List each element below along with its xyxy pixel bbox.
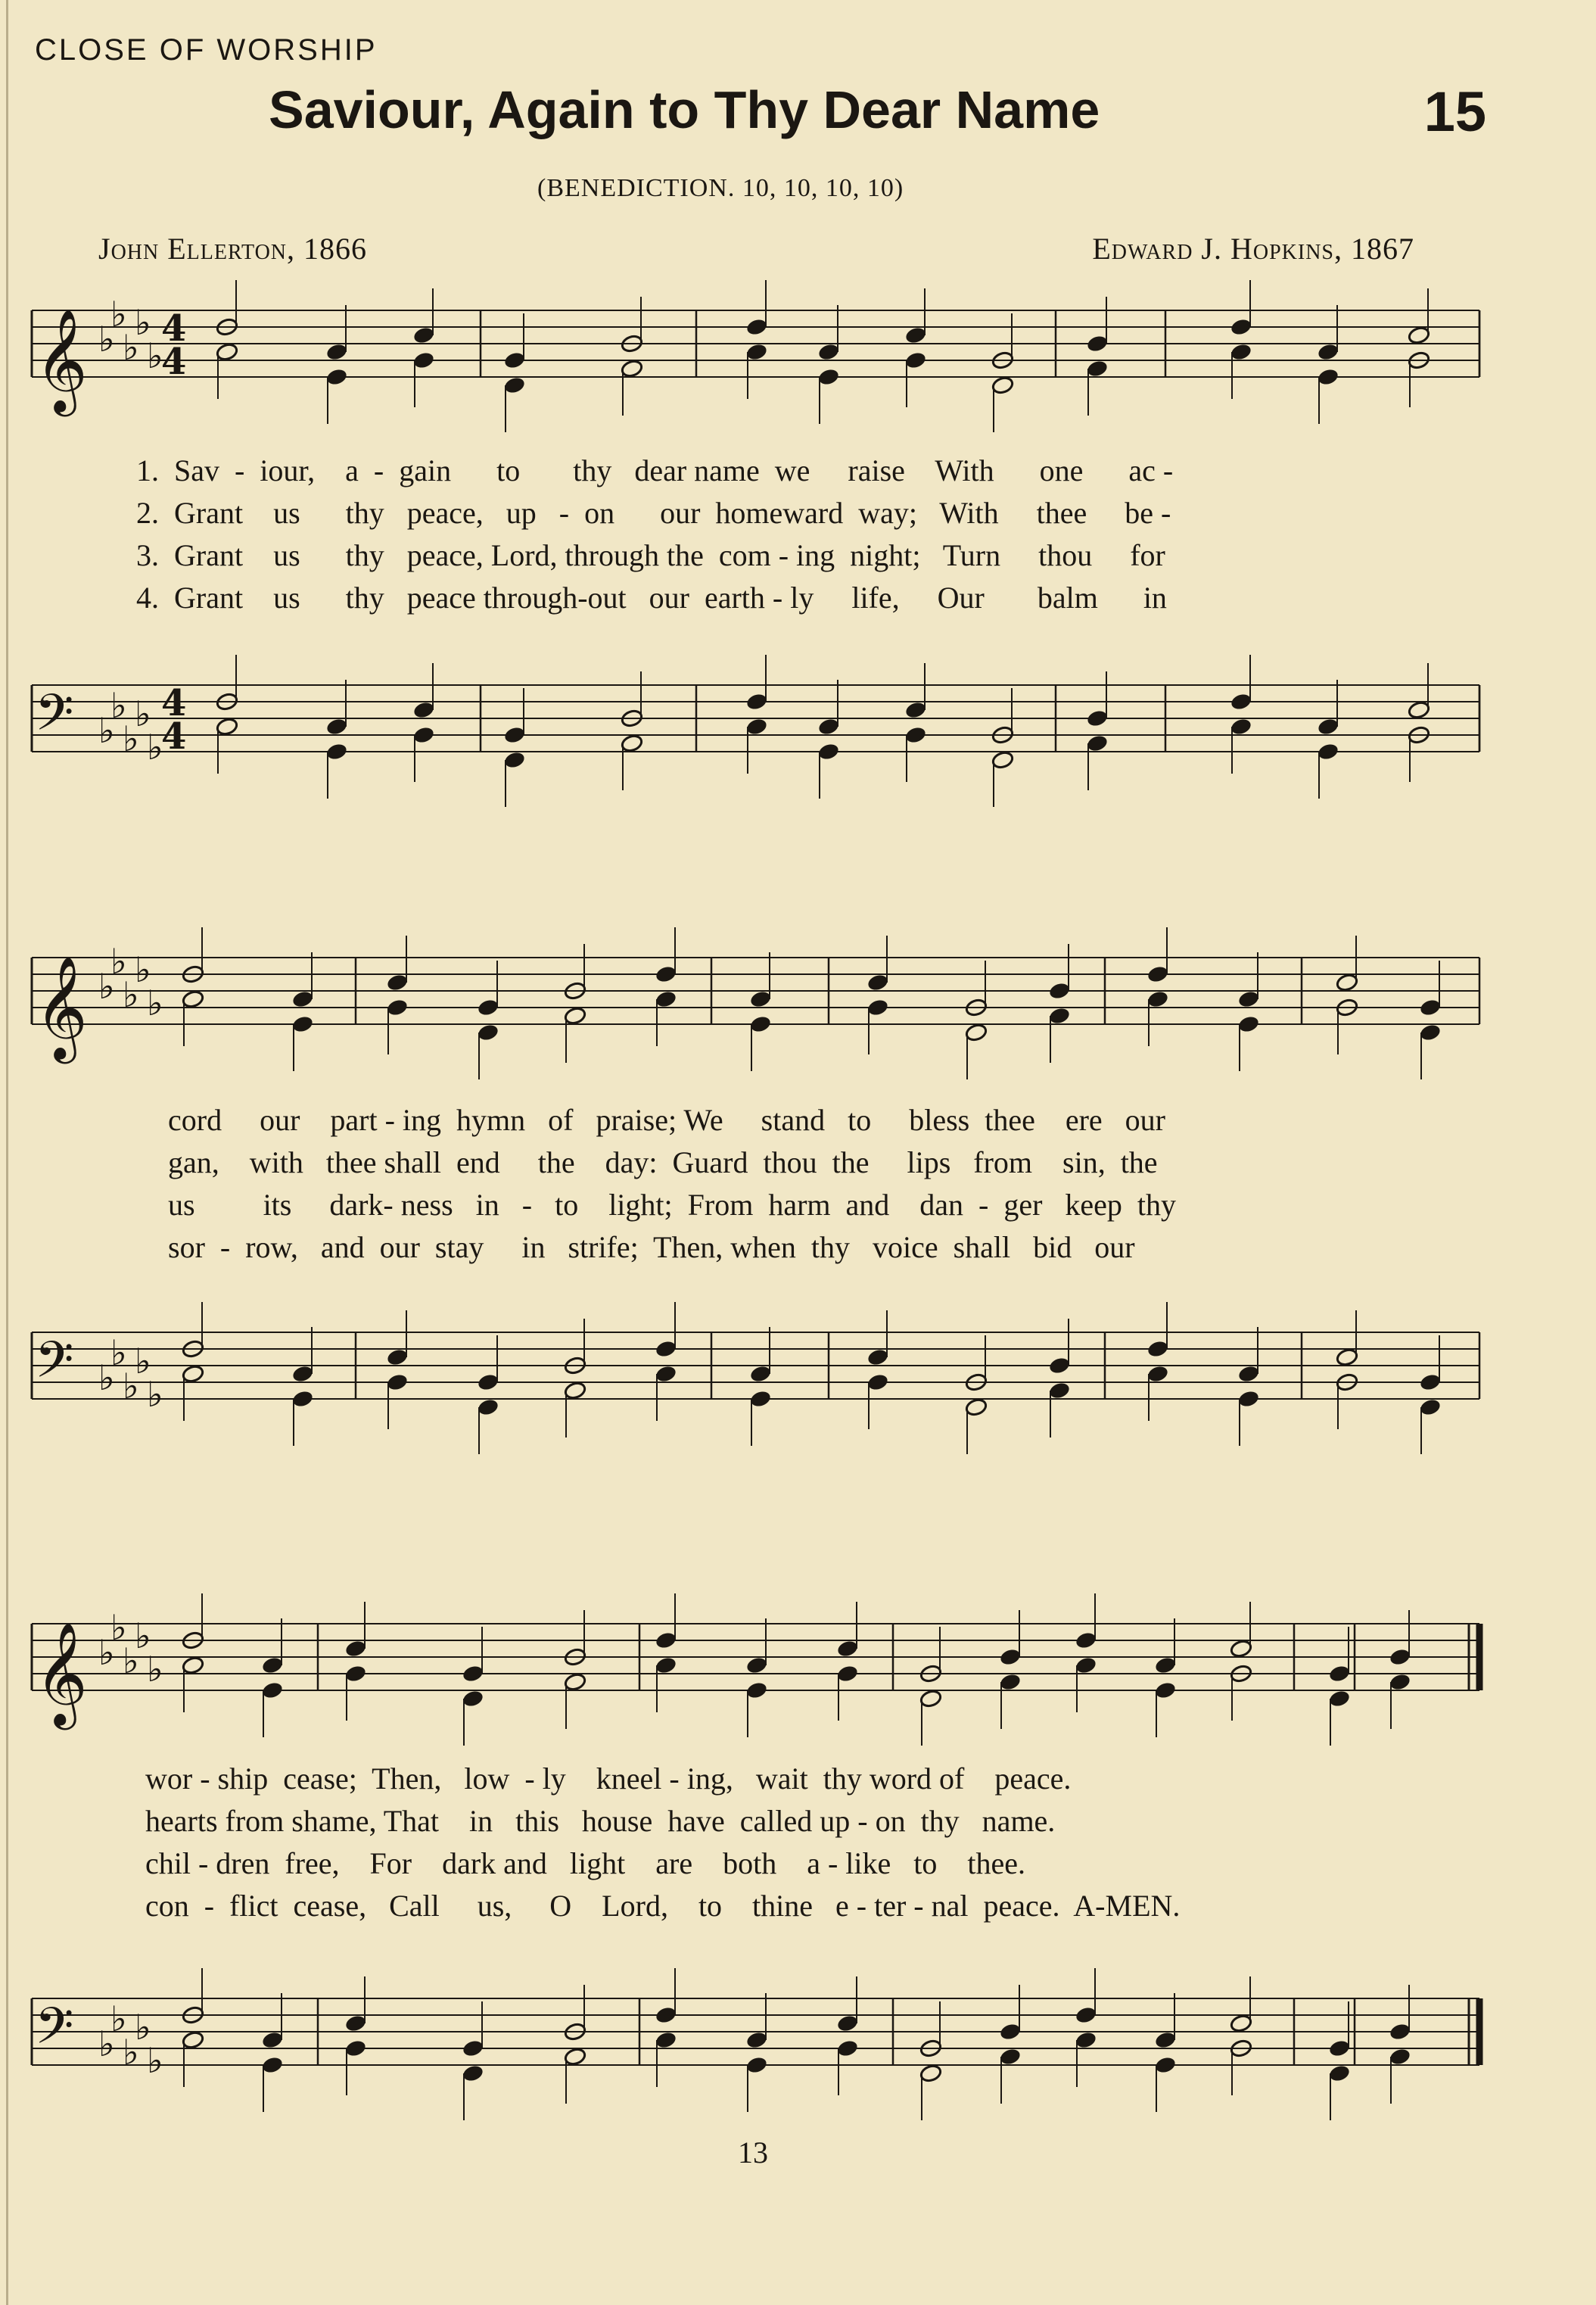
flat-icon: ♭ — [135, 1341, 151, 1381]
flat-icon: ♭ — [147, 1374, 163, 1415]
quarter-note-head — [1230, 692, 1253, 712]
flat-icon: ♭ — [123, 974, 139, 1015]
half-note-head — [564, 1381, 587, 1400]
verse-3-line-1: 3. Grant us thy peace, Lord, through the com - ing night; Turn thou for — [136, 538, 1165, 572]
quarter-note-head — [503, 750, 527, 770]
quarter-note-head — [1048, 981, 1072, 1001]
section-label: CLOSE OF WORSHIP — [35, 33, 378, 67]
quarter-note-head — [1075, 1631, 1098, 1650]
flat-icon: ♭ — [147, 335, 163, 376]
flat-icon: ♭ — [135, 949, 151, 990]
quarter-note-head — [817, 367, 841, 387]
tune-name: (BENEDICTION. 10, 10, 10, 10) — [537, 174, 904, 202]
half-note-head — [182, 1364, 205, 1384]
quarter-note-head — [1086, 359, 1109, 378]
verse-4-line-2: sor - row, and our stay in strife; Then, when thy voice shall bid our — [168, 1230, 1135, 1264]
time-signature-digit: 4 — [161, 682, 187, 724]
quarter-note-head — [745, 1656, 769, 1675]
half-note-head — [991, 375, 1015, 395]
quarter-note-head — [386, 998, 409, 1017]
half-note-head — [216, 342, 239, 362]
quarter-note-head — [1389, 2022, 1412, 2042]
verse-3-line-3: chil - dren free, For dark and light are both a - like to thee. — [145, 1846, 1025, 1880]
half-note-head — [919, 1689, 943, 1709]
quarter-note-head — [291, 1014, 315, 1034]
flat-icon: ♭ — [110, 1607, 127, 1648]
quarter-note-head — [904, 326, 928, 345]
treble-staff-system-3 — [0, 1590, 1596, 1741]
quarter-note-head — [866, 1372, 890, 1392]
quarter-note-head — [749, 1364, 773, 1384]
verse-2-line-1: 2. Grant us thy peace, up - on our homeward way; With thee be - — [136, 496, 1171, 530]
quarter-note-head — [1086, 709, 1109, 728]
quarter-note-head — [745, 342, 769, 362]
half-note-head — [1230, 1639, 1253, 1659]
verse-2-line-2: gan, with thee shall end the day: Guard thou the lips from sin, the — [168, 1145, 1158, 1179]
quarter-note-head — [1086, 734, 1109, 753]
quarter-note-head — [325, 342, 349, 362]
time-signature-digit: 4 — [161, 715, 187, 758]
quarter-note-head — [1154, 2030, 1178, 2050]
half-note-head — [182, 989, 205, 1009]
bass-clef-icon: 𝄢 — [35, 1331, 74, 1401]
flat-icon: ♭ — [123, 1640, 139, 1681]
quarter-note-head — [866, 998, 890, 1017]
quarter-note-head — [261, 1656, 285, 1675]
treble-clef-icon: 𝄞 — [35, 955, 88, 1059]
quarter-note-head — [866, 973, 890, 992]
quarter-note-head — [749, 1389, 773, 1409]
quarter-note-head — [999, 2047, 1022, 2067]
quarter-note-head — [1389, 1672, 1412, 1692]
bass-staff-system-2 — [0, 1287, 1596, 1438]
quarter-note-head — [344, 2014, 368, 2033]
quarter-note-head — [1075, 2005, 1098, 2025]
quarter-note-head — [261, 2030, 285, 2050]
quarter-note-head — [412, 700, 436, 720]
quarter-note-head — [1237, 1364, 1261, 1384]
quarter-note-head — [291, 1364, 315, 1384]
quarter-note-head — [817, 342, 841, 362]
half-note-head — [965, 1397, 988, 1417]
quarter-note-head — [1419, 1372, 1442, 1392]
quarter-note-head — [344, 2039, 368, 2058]
verse-4-line-1: 4. Grant us thy peace through-out our earth - ly life, Our balm in — [136, 581, 1167, 615]
composer-credit: Edward J. Hopkins, 1867 — [1092, 232, 1414, 266]
quarter-note-head — [477, 1023, 500, 1042]
verse-1-line-3: wor - ship cease; Then, low - ly kneel - ing, wait thy word of peace. — [145, 1761, 1072, 1796]
quarter-note-head — [1419, 1397, 1442, 1417]
quarter-note-head — [836, 2039, 860, 2058]
quarter-note-head — [1075, 2030, 1098, 2050]
flat-icon: ♭ — [98, 1357, 115, 1398]
quarter-note-head — [325, 717, 349, 737]
quarter-note-head — [1389, 2047, 1412, 2067]
quarter-note-head — [261, 1680, 285, 1700]
quarter-note-head — [745, 692, 769, 712]
half-note-head — [564, 2047, 587, 2067]
quarter-note-head — [817, 717, 841, 737]
time-signature-digit: 4 — [161, 341, 187, 383]
quarter-note-head — [462, 1689, 485, 1709]
flat-icon: ♭ — [135, 693, 151, 734]
quarter-note-head — [386, 973, 409, 992]
verse-4-line-3: con - flict cease, Call us, O Lord, to thine e - ter - nal peace. A-MEN. — [145, 1889, 1181, 1923]
quarter-note-head — [503, 375, 527, 395]
verse-3-line-2: us its dark- ness in - to light; From harm and dan - ger keep thy — [168, 1188, 1177, 1222]
quarter-note-head — [1317, 717, 1340, 737]
flat-icon: ♭ — [123, 718, 139, 759]
quarter-note-head — [749, 989, 773, 1009]
bass-staff-system-1 — [0, 651, 1596, 802]
quarter-note-head — [1317, 742, 1340, 762]
flat-icon: ♭ — [98, 1632, 115, 1673]
quarter-note-head — [1146, 989, 1170, 1009]
quarter-note-head — [462, 2064, 485, 2083]
flat-icon: ♭ — [110, 1332, 127, 1373]
half-note-head — [919, 2064, 943, 2083]
quarter-note-head — [745, 1680, 769, 1700]
quarter-note-head — [745, 717, 769, 737]
quarter-note-head — [1075, 1656, 1098, 1675]
quarter-note-head — [1146, 1339, 1170, 1359]
quarter-note-head — [1154, 1656, 1178, 1675]
quarter-note-head — [1328, 2064, 1352, 2083]
flat-icon: ♭ — [98, 966, 115, 1007]
flat-icon: ♭ — [135, 2007, 151, 2048]
flat-icon: ♭ — [123, 2032, 139, 2073]
quarter-note-head — [655, 2005, 678, 2025]
quarter-note-head — [655, 989, 678, 1009]
flat-icon: ♭ — [110, 941, 127, 982]
quarter-note-head — [1230, 317, 1253, 337]
quarter-note-head — [1317, 342, 1340, 362]
half-note-head — [621, 734, 644, 753]
quarter-note-head — [655, 1656, 678, 1675]
quarter-note-head — [745, 317, 769, 337]
quarter-note-head — [291, 989, 315, 1009]
quarter-note-head — [749, 1014, 773, 1034]
half-note-head — [182, 2030, 205, 2050]
quarter-note-head — [344, 1639, 368, 1659]
quarter-note-head — [1230, 717, 1253, 737]
flat-icon: ♭ — [147, 2040, 163, 2081]
verse-1-line-2: cord our part - ing hymn of praise; We stand to bless thee ere our — [168, 1103, 1165, 1137]
half-note-head — [621, 359, 644, 378]
quarter-note-head — [999, 2022, 1022, 2042]
quarter-note-head — [503, 725, 527, 745]
quarter-note-head — [1230, 342, 1253, 362]
verse-2-line-3: hearts from shame, That in this house have called up - on thy name. — [145, 1804, 1056, 1838]
quarter-note-head — [655, 2030, 678, 2050]
half-note-head — [182, 1656, 205, 1675]
quarter-note-head — [1146, 1364, 1170, 1384]
flat-icon: ♭ — [147, 727, 163, 768]
quarter-note-head — [1328, 1689, 1352, 1709]
quarter-note-head — [999, 1672, 1022, 1692]
quarter-note-head — [655, 964, 678, 984]
treble-staff-system-2 — [0, 931, 1596, 1082]
page-number: 13 — [738, 2135, 768, 2170]
quarter-note-head — [836, 2014, 860, 2033]
flat-icon: ♭ — [123, 327, 139, 368]
treble-clef-icon: 𝄞 — [35, 307, 88, 412]
quarter-note-head — [477, 1397, 500, 1417]
bass-clef-icon: 𝄢 — [35, 1997, 74, 2067]
quarter-note-head — [1317, 367, 1340, 387]
quarter-note-head — [477, 1372, 500, 1392]
author-credit: John Ellerton, 1866 — [98, 232, 368, 266]
quarter-note-head — [1048, 1356, 1072, 1375]
half-note-head — [1230, 2014, 1253, 2033]
quarter-note-head — [904, 700, 928, 720]
hymn-title: Saviour, Again to Thy Dear Name — [269, 80, 1100, 139]
quarter-note-head — [291, 1389, 315, 1409]
quarter-note-head — [412, 725, 436, 745]
quarter-note-head — [999, 1647, 1022, 1667]
quarter-note-head — [503, 350, 527, 370]
quarter-note-head — [655, 1631, 678, 1650]
quarter-note-head — [1328, 2039, 1352, 2058]
half-note-head — [216, 717, 239, 737]
quarter-note-head — [412, 350, 436, 370]
treble-staff-system-1 — [0, 288, 1596, 439]
half-note-head — [1336, 1347, 1359, 1367]
half-note-head — [965, 1023, 988, 1042]
half-note-head — [991, 750, 1015, 770]
quarter-note-head — [836, 1639, 860, 1659]
quarter-note-head — [836, 1664, 860, 1684]
quarter-note-head — [1328, 1664, 1352, 1684]
quarter-note-head — [655, 1364, 678, 1384]
time-signature-digit: 4 — [161, 307, 187, 350]
quarter-note-head — [1154, 2055, 1178, 2075]
bass-clef-icon: 𝄢 — [35, 684, 74, 754]
flat-icon: ♭ — [110, 1998, 127, 2039]
quarter-note-head — [1146, 964, 1170, 984]
quarter-note-head — [344, 1664, 368, 1684]
flat-icon: ♭ — [123, 1366, 139, 1406]
flat-icon: ♭ — [135, 302, 151, 343]
quarter-note-head — [261, 2055, 285, 2075]
flat-icon: ♭ — [110, 294, 127, 335]
flat-icon: ♭ — [147, 983, 163, 1023]
quarter-note-head — [386, 1372, 409, 1392]
quarter-note-head — [1048, 1381, 1072, 1400]
quarter-note-head — [1237, 1014, 1261, 1034]
quarter-note-head — [817, 742, 841, 762]
half-note-head — [1408, 700, 1431, 720]
quarter-note-head — [1154, 1680, 1178, 1700]
flat-icon: ♭ — [147, 1649, 163, 1690]
verse-1-line-1: 1. Sav - iour, a - gain to thy dear name we raise With one ac - — [136, 453, 1174, 487]
half-note-head — [564, 1006, 587, 1026]
quarter-note-head — [655, 1339, 678, 1359]
quarter-note-head — [745, 2055, 769, 2075]
flat-icon: ♭ — [110, 685, 127, 726]
flat-icon: ♭ — [98, 710, 115, 751]
quarter-note-head — [904, 725, 928, 745]
bass-staff-system-3 — [0, 1953, 1596, 2104]
half-note-head — [1408, 326, 1431, 345]
hymn-number: 15 — [1423, 80, 1486, 143]
quarter-note-head — [745, 2030, 769, 2050]
quarter-note-head — [1237, 989, 1261, 1009]
flat-icon: ♭ — [135, 1615, 151, 1656]
quarter-note-head — [325, 742, 349, 762]
quarter-note-head — [412, 326, 436, 345]
half-note-head — [1336, 973, 1359, 992]
treble-clef-icon: 𝄞 — [35, 1621, 88, 1725]
half-note-head — [564, 1672, 587, 1692]
quarter-note-head — [866, 1347, 890, 1367]
flat-icon: ♭ — [98, 2023, 115, 2064]
quarter-note-head — [1048, 1006, 1072, 1026]
quarter-note-head — [462, 2039, 485, 2058]
quarter-note-head — [1419, 998, 1442, 1017]
quarter-note-head — [1389, 1647, 1412, 1667]
quarter-note-head — [477, 998, 500, 1017]
quarter-note-head — [1086, 334, 1109, 354]
quarter-note-head — [1237, 1389, 1261, 1409]
quarter-note-head — [1419, 1023, 1442, 1042]
quarter-note-head — [462, 1664, 485, 1684]
flat-icon: ♭ — [98, 319, 115, 360]
quarter-note-head — [386, 1347, 409, 1367]
quarter-note-head — [904, 350, 928, 370]
quarter-note-head — [325, 367, 349, 387]
